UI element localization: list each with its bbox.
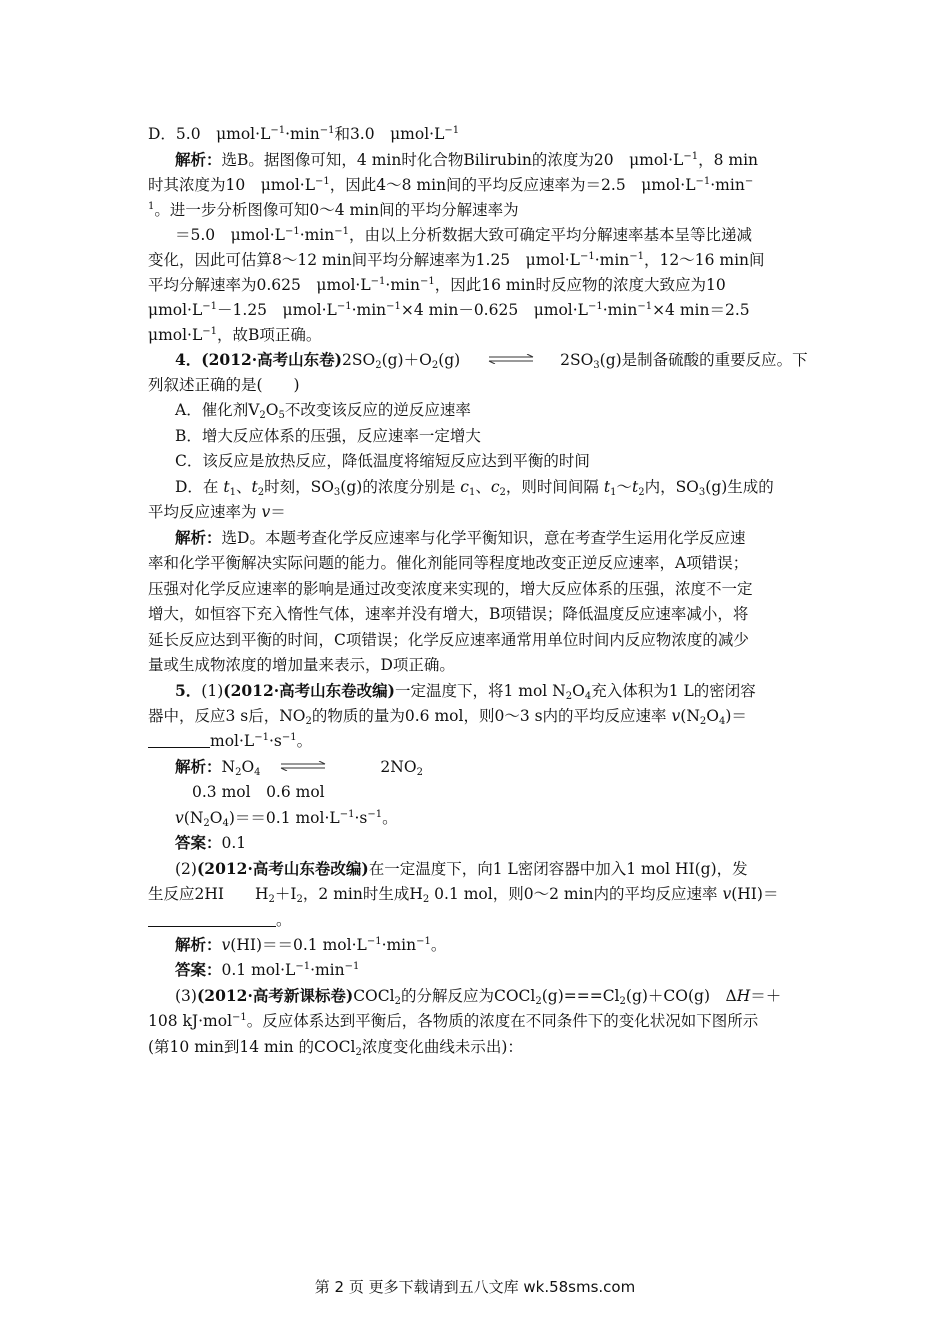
analysis-q4-line1: 解析：选D。本题考查化学反应速率与化学平衡知识，意在考查学生运用化学反应速 [175, 528, 746, 547]
analysis-q3-line5: 变化，因此可估算8～12 min间平均分解速率为1.25 $\mu mol\cdot L^{-1}\cdot\min^{-1}$，12～16 min间 [148, 251, 765, 269]
analysis-q3-line6: 平均分解速率为0.625 $\mu mol\cdot L^{-1}\cdot\min^{-1}$，因此16 min时反应物的浓度大致应为10 [148, 276, 726, 294]
question-5-part2: (2)(2012·高考山东卷改编)在一定温度下，向1 L密闭容器中加入1 mol HI(g)，发 [175, 859, 748, 878]
question-5-part1: 5．(1)(2012·高考山东卷改编)一定温度下，将1 mol $N_2O_4$充入体积为1 L的密闭容 [175, 681, 756, 702]
question-5-part1-line2: 器中，反应3 s后，$NO_2$的物质的量为0.6 mol，则0～3 s内的平均反应速率 $v(N_2O_4)=$ [148, 707, 747, 727]
question-5-part1-line3: $mol\cdot L^{-1}\cdot s^{-1}$。 [148, 731, 312, 751]
question-5-part2-line3: 。 [148, 910, 292, 930]
answer-q5-1: 答案：0.1 [175, 833, 247, 852]
option-d-q3: D．5.0 $\mu mol\cdot L^{-1}\cdot\min^{-1}$和3.0 $\mu mol\cdot L^{-1}$ [148, 125, 460, 143]
question-5-part3: (3)(2012·高考新课标卷)COCl$_2$的分解反应为$COCl_2(g)===Cl_2(g)+CO(g)$ ΔH＝＋ [175, 986, 782, 1007]
question-4-option-d-2: 平均反应速率为 v＝ [148, 503, 286, 521]
analysis-q4-line4: 增大，如恒容下充入惰性气体，速率并没有增大，B项错误；降低温度反应速率减小，将 [148, 605, 749, 623]
analysis-q4-line3: 压强对化学反应速率的影响是通过改变浓度来实现的，增大反应体系的压强，浓度不一定 [148, 580, 753, 598]
analysis-q4-line5: 延长反应达到平衡的时间，C项错误；化学反应速率通常用单位时间内反应物浓度的减少 [148, 631, 749, 649]
question-4-option-c: C．该反应是放热反应，降低温度将缩短反应达到平衡的时间 [175, 452, 590, 470]
analysis-q3-line1: 解析：选B。据图像可知，4 min时化合物Bilirubin的浓度为20 $\mu mol\cdot L^{-1}$，8 min [175, 150, 759, 169]
answer-blank-2[interactable] [148, 912, 276, 927]
analysis-q3-line7: $\mu mol\cdot L^{-1}-1.25$ $\mu mol\cdot L^{-1}\cdot\min^{-1}\times 4$ min－0.625 $\mu mol\cdot L^{-1}\cdot\min^{-1}\times 4$ min＝2.5 [148, 301, 750, 319]
question-4-option-d: D．在 $t_1$、$t_2$时刻，$SO_3(g)$的浓度分别是 $c_1$、$c_2$，则时间间隔 $t_1\sim t_2$内，$SO_3(g)$生成的 [175, 478, 774, 498]
question-5-part2-line2: 生反应2HI $H_2+I_2$，2 min时生成$H_2$ 0.1 mol，则0～2 min内的平均反应速率 v(HI)＝ [148, 885, 779, 905]
analysis-q5-1-rate: $v(N_2O_4)==0.1$ $mol\cdot L^{-1}\cdot s^{-1}$。 [175, 809, 398, 829]
answer-blank-1[interactable] [148, 733, 210, 748]
analysis-q3-line3: $^1$。进一步分析图像可知0～4 min间的平均分解速率为 [148, 201, 519, 219]
analysis-q3-line2: 时其浓度为10 $\mu mol\cdot L^{-1}$，因此4～8 min间的平均反应速率为＝2.5 $\mu mol\cdot L^{-1}\cdot\min^-$ [148, 176, 754, 194]
equilibrium-arrow-icon [487, 349, 537, 369]
analysis-q5-1-reaction: 解析：$N_2O_4$ $2NO_2$ [175, 757, 423, 778]
equilibrium-arrow-icon [279, 756, 329, 776]
analysis-q3-line8: $\mu mol\cdot L^{-1}$，故B项正确。 [148, 326, 322, 344]
question-4-stem: 4．(2012·高考山东卷)$2SO_2(g)+O_2(g)$ $2SO_3(g)$是制备硫酸的重要反应。下 [175, 350, 808, 371]
page-footer: 第 2 页 更多下载请到五八文库 wk.58sms.com [314, 1278, 636, 1296]
analysis-q5-2: 解析：v(HI)＝＝0.1 $mol\cdot L^{-1}\cdot\min^{-1}$。 [175, 935, 447, 954]
analysis-q5-1-amounts: 0.3 mol 0.6 mol [192, 783, 325, 801]
analysis-q4-line2: 率和化学平衡解决实际问题的能力。催化剂能同等程度地改变正逆反应速率，A项错误； [148, 554, 749, 572]
question-4-stem-2: 列叙述正确的是( ) [148, 376, 300, 394]
question-5-part3-line3: (第10 min到14 min 的COCl$_2$浓度变化曲线未示出)： [148, 1038, 523, 1058]
analysis-q4-line6: 量或生成物浓度的增加量来表示，D项正确。 [148, 656, 455, 674]
question-4-option-a: A．催化剂$V_2O_5$不改变该反应的逆反应速率 [175, 401, 471, 421]
analysis-q3-line4: ＝5.0 $\mu mol\cdot L^{-1}\cdot\min^{-1}$，由以上分析数据大致可确定平均分解速率基本呈等比递减 [175, 226, 753, 244]
question-5-part3-line2: 108 kJ·mol$^{-1}$。反应体系达到平衡后，各物质的浓度在不同条件下的变化状况如下图所示 [148, 1012, 759, 1030]
answer-q5-2: 答案：0.1 $mol\cdot L^{-1}\cdot\min^{-1}$ [175, 960, 360, 979]
question-4-option-b: B．增大反应体系的压强，反应速率一定增大 [175, 427, 481, 445]
